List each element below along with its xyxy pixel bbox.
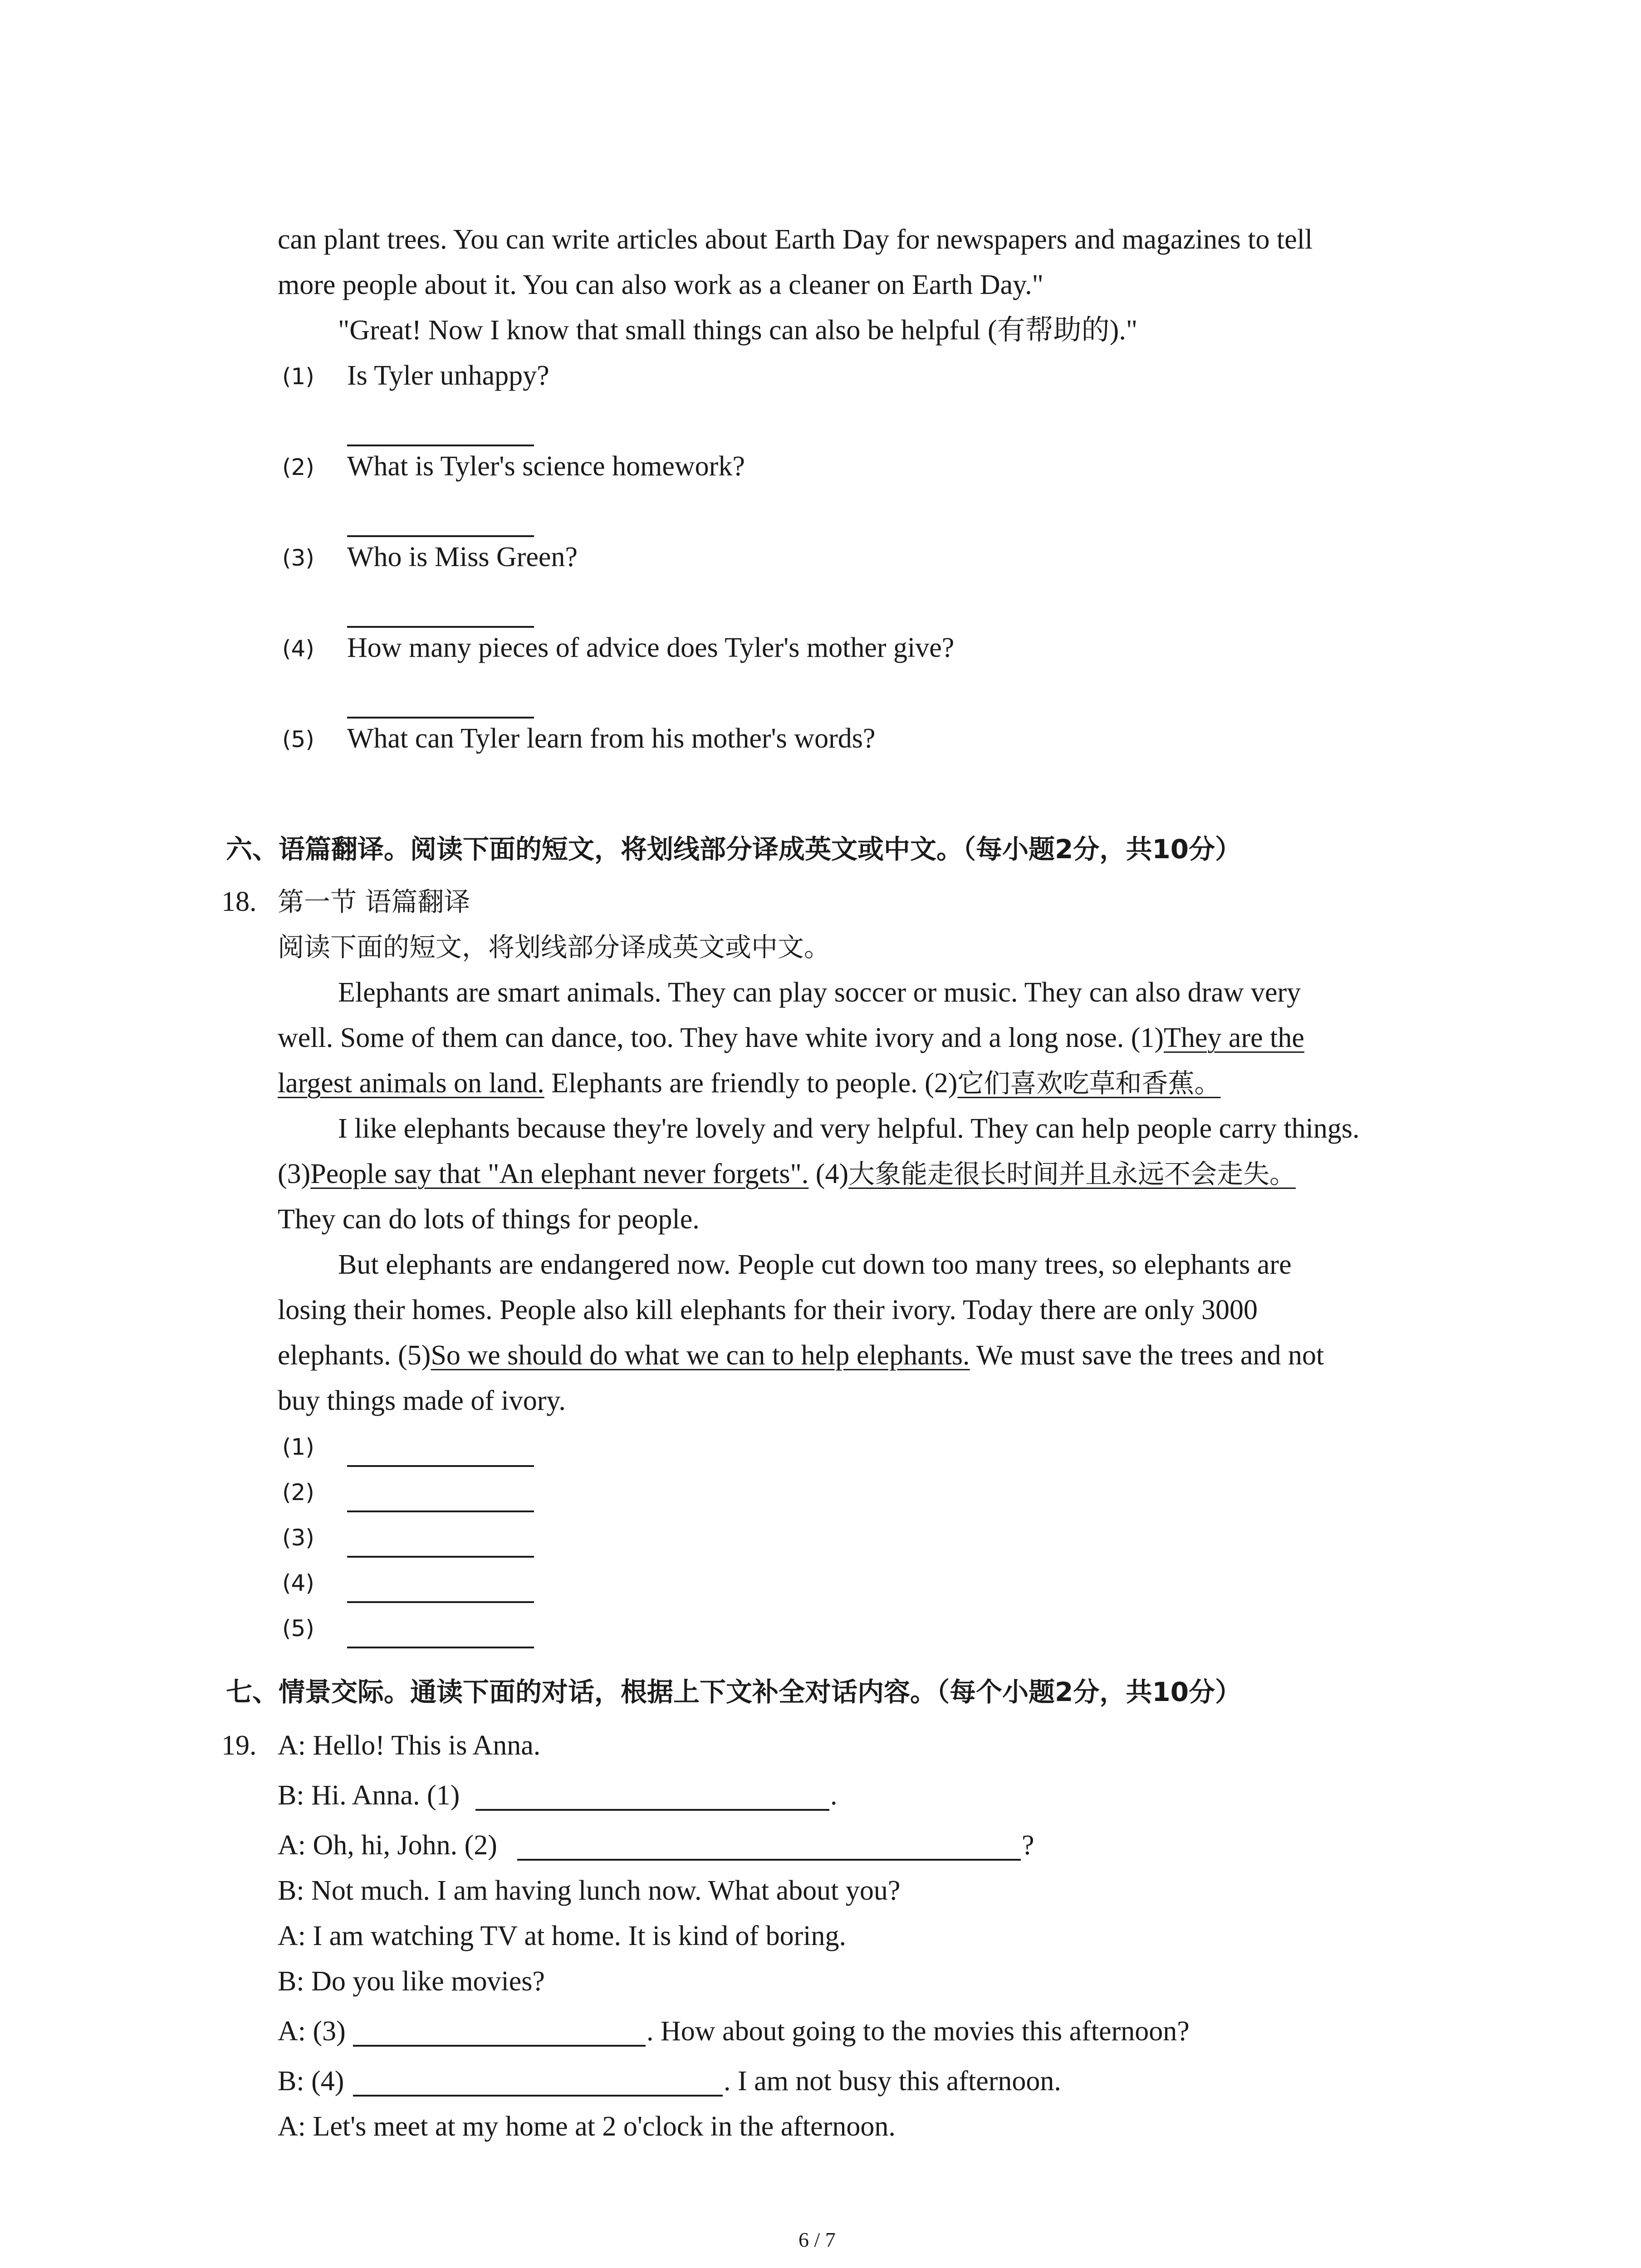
dialogue-line: B: Do you like movies? [278, 1966, 545, 1997]
passage-line: They can do lots of things for people. [278, 1204, 700, 1235]
answer-blank[interactable] [347, 626, 534, 628]
answer-blank[interactable] [347, 1647, 534, 1648]
dialogue-blank-4[interactable] [353, 2095, 723, 2097]
passage-text: elephants. (5) [278, 1340, 431, 1371]
dialogue-blank-3[interactable] [353, 2045, 646, 2047]
question-number: 19. [221, 1730, 257, 1761]
question-text: What is Tyler's science homework? [347, 451, 745, 482]
answer-blank[interactable] [347, 1465, 534, 1467]
underlined-sentence-1: They are the [1164, 1022, 1304, 1053]
answer-number: (4) [282, 1570, 314, 1596]
dialogue-line: . How about going to the movies this afternoon? [647, 2016, 1190, 2047]
answer-blank[interactable] [347, 445, 534, 446]
question-number: (5) [282, 726, 314, 753]
dialogue-line: A: Oh, hi, John. (2) [278, 1830, 497, 1861]
underlined-sentence-3: People say that "An elephant never forgets". [310, 1158, 809, 1189]
passage-quote: "Great! Now I know that small things can also be helpful (有帮助的)." [338, 315, 1138, 346]
dialogue-line: . I am not busy this afternoon. [724, 2066, 1061, 2097]
answer-blank[interactable] [347, 1556, 534, 1558]
underlined-sentence-1-cont: largest animals on land. [278, 1068, 544, 1099]
dialogue-line: A: I am watching TV at home. It is kind of boring. [278, 1921, 847, 1951]
passage-line [278, 1020, 1304, 1056]
dialogue-punct: ? [1022, 1830, 1034, 1861]
question-text: How many pieces of advice does Tyler's mother give? [347, 632, 955, 663]
dialogue-punct: . [830, 1780, 838, 1811]
dialogue-line: B: Hi. Anna. (1) [278, 1780, 460, 1811]
question-text: Is Tyler unhappy? [347, 360, 549, 391]
question-number: (4) [282, 635, 314, 662]
answer-blank[interactable] [347, 535, 534, 537]
passage-text: We must save the trees and not [970, 1340, 1324, 1371]
answer-number: (2) [282, 1479, 314, 1505]
answer-number: (5) [282, 1615, 314, 1642]
underlined-sentence-5: So we should do what we can to help elephants. [431, 1340, 970, 1371]
passage-line: But elephants are endangered now. People cut down too many trees, so elephants are [338, 1249, 1292, 1280]
dialogue-line: A: (3) [278, 2016, 346, 2047]
passage-text: (3) [278, 1158, 311, 1189]
dialogue-line: B: (4) [278, 2066, 344, 2097]
dialogue-blank-1[interactable] [475, 1809, 829, 1811]
passage-text: (4) [808, 1158, 849, 1189]
passage-line: buy things made of ivory. [278, 1385, 566, 1416]
passage-line [278, 1065, 1220, 1101]
dialogue-line: B: Not much. I am having lunch now. What about you? [278, 1875, 901, 1906]
underlined-sentence-4: 大象能走很长时间并且永远不会走失。 [848, 1158, 1296, 1189]
subsection-title: 第一节 语篇翻译 [278, 886, 470, 917]
section-heading: 七、情景交际。通读下面的对话，根据上下文补全对话内容。（每个小题2分，共10分） [226, 1677, 1242, 1707]
dialogue-blank-2[interactable] [517, 1859, 1021, 1861]
answer-blank[interactable] [347, 717, 534, 719]
dialogue-line: A: Hello! This is Anna. [278, 1730, 541, 1761]
answer-number: (3) [282, 1525, 314, 1551]
section-heading: 六、语篇翻译。阅读下面的短文，将划线部分译成英文或中文。（每小题2分，共10分） [226, 834, 1242, 865]
passage-line: more people about it. You can also work as a cleaner on Earth Day." [278, 269, 1043, 300]
answer-number: (1) [282, 1434, 314, 1460]
underlined-sentence-2: 它们喜欢吃草和香蕉。 [957, 1068, 1221, 1099]
dialogue-line: A: Let's meet at my home at 2 o'clock in the afternoon. [278, 2111, 896, 2142]
question-number: (3) [282, 545, 314, 571]
question-text: Who is Miss Green? [347, 542, 578, 572]
question-number: (2) [282, 454, 314, 480]
passage-line: losing their homes. People also kill elephants for their ivory. Today there are only 3000 [278, 1295, 1258, 1325]
answer-blank[interactable] [347, 1510, 534, 1512]
instruction-text: 阅读下面的短文，将划线部分译成英文或中文。 [278, 932, 831, 963]
passage-line: can plant trees. You can write articles about Earth Day for newspapers and magazines to tell [278, 224, 1313, 255]
answer-blank[interactable] [347, 1601, 534, 1603]
passage-line [278, 1156, 1296, 1192]
question-number: (1) [282, 363, 314, 390]
passage-line [278, 1337, 1324, 1374]
passage-text: Elephants are friendly to people. (2) [544, 1068, 958, 1099]
question-text: What can Tyler learn from his mother's words? [347, 723, 876, 754]
passage-line: Elephants are smart animals. They can play soccer or music. They can also draw very [338, 977, 1301, 1008]
passage-text: well. Some of them can dance, too. They have white ivory and a long nose. (1) [278, 1022, 1164, 1053]
passage-line [338, 312, 1137, 348]
passage-line: I like elephants because they're lovely and very helpful. They can help people carry things. [338, 1113, 1360, 1144]
question-number: 18. [221, 886, 257, 917]
page-number: 6 / 7 [798, 2228, 836, 2251]
